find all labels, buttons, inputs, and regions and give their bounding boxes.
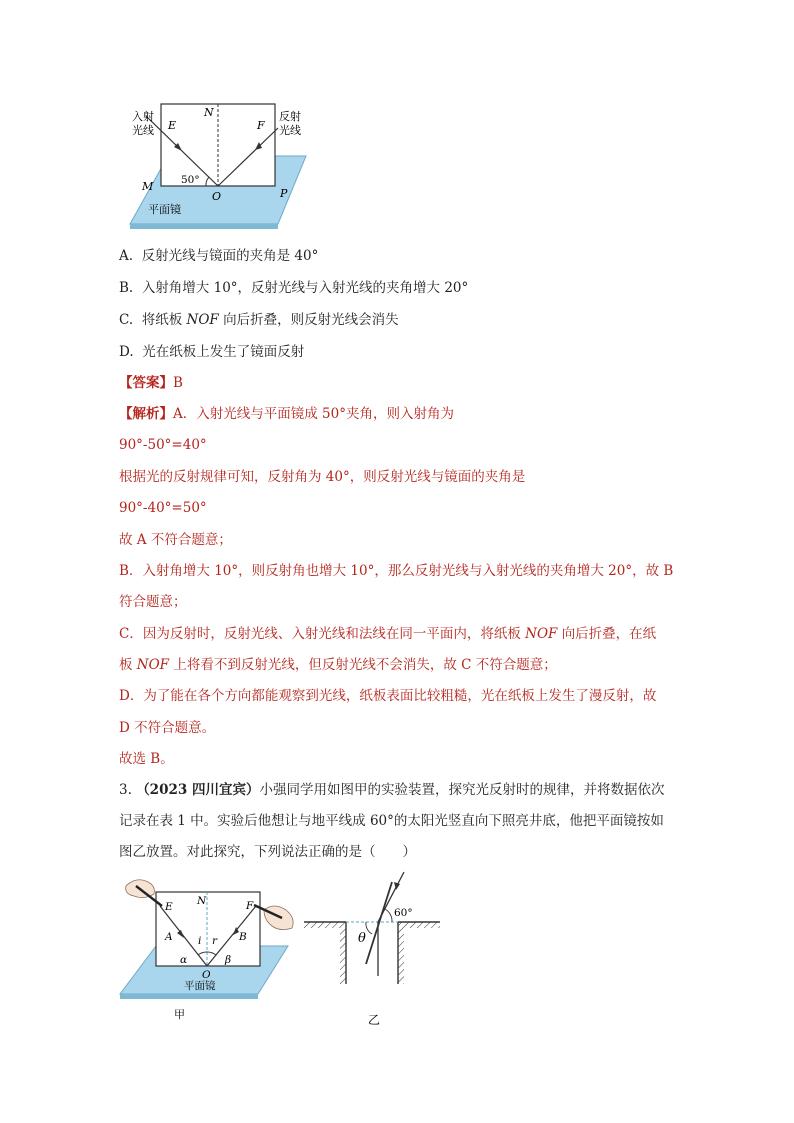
question3-line-2: 记录在表 1 中。实验后他想让与地平线成 60°的太阳光竖直向下照亮井底，他把平面镜按如: [119, 813, 664, 829]
analysis-label: 【解析】: [119, 406, 173, 422]
analysis-9-post: 上将看不到反射光线，但反射光线不会消失，故 C 不符合题意；: [173, 657, 557, 673]
analysis-line-3: 根据光的反射规律可知，反射角为 40°，则反射光线与镜面的夹角是: [119, 469, 526, 485]
option-c-nof: NOF: [186, 312, 219, 328]
question3-line-3: 图乙放置。对此探究，下列说法正确的是（ ）: [119, 844, 416, 860]
jia-caption: 甲: [174, 1008, 185, 1021]
analysis-line-6: B．入射角增大 10°，则反射角也增大 10°，那么反射光线与入射光线的夹角增大 20°，故 B: [119, 563, 674, 579]
figure-yi: [300, 868, 450, 1028]
jia-label-B: B: [239, 931, 247, 943]
ground-left-hatch: [304, 922, 346, 928]
analysis-9-nof: NOF: [136, 657, 170, 673]
yi-label-theta: θ: [358, 931, 366, 946]
question3-text-1: 小强同学用如图甲的实验装置，探究光反射时的规律，并将数据依次: [259, 782, 665, 798]
question3-source: （2023 四川宜宾）: [136, 782, 260, 798]
option-d-prefix: D.: [119, 344, 134, 360]
yi-label-60: 60°: [394, 907, 413, 919]
label-O: O: [212, 190, 222, 203]
answer-line: [119, 373, 183, 393]
yi-caption: 乙: [368, 1013, 381, 1027]
option-c-text-post: 向后折叠，则反射光线会消失: [223, 312, 399, 328]
answer-value: B: [173, 375, 183, 391]
option-b: [119, 278, 468, 298]
jia-label-N: N: [197, 895, 207, 907]
well-wall-left-hatch: [340, 928, 346, 984]
question3-number: 3.: [119, 782, 132, 798]
label-reflected-2: 光线: [279, 124, 301, 137]
analysis-8-pre: C．因为反射时，反射光线、入射光线和法线在同一平面内，将纸板: [119, 626, 521, 642]
jia-label-E: E: [165, 901, 173, 913]
option-c: [119, 310, 399, 330]
analysis-line-1: [119, 404, 454, 424]
jia-label-beta: β: [225, 954, 232, 966]
analysis-line-2: 90°-50°=40°: [119, 437, 207, 453]
plane-mirror-edge: [130, 224, 278, 229]
option-d-text: 光在纸板上发生了镜面反射: [142, 344, 305, 360]
jia-label-r: r: [212, 935, 218, 947]
option-a: [119, 246, 318, 266]
option-c-prefix: C.: [119, 312, 134, 328]
label-incident-2: 光线: [132, 124, 154, 137]
label-angle: 50°: [181, 174, 200, 186]
jia-label-O: O: [202, 969, 211, 981]
jia-label-alpha: α: [180, 954, 188, 966]
label-P: P: [280, 187, 288, 200]
analysis-8-post: 向后折叠，在纸: [561, 626, 657, 642]
label-reflected-1: 反射: [279, 110, 301, 123]
label-F: F: [257, 119, 265, 132]
question3-line-1: [119, 780, 664, 800]
label-M: M: [142, 180, 154, 193]
option-b-prefix: B.: [119, 280, 134, 296]
label-incident-1: 入射: [132, 110, 154, 123]
yi-arc-theta: [366, 922, 372, 934]
right-hand-icon: [264, 906, 293, 930]
answer-label: 【答案】: [119, 375, 173, 391]
analysis-8-nof: NOF: [525, 626, 558, 642]
option-b-text: 入射角增大 10°，反射光线与入射光线的夹角增大 20°: [141, 280, 469, 296]
analysis-line-7: 符合题意；: [119, 594, 187, 610]
jia-label-F: F: [246, 900, 254, 912]
option-d: [119, 342, 304, 362]
analysis-line-4: 90°-40°=50°: [119, 500, 207, 516]
jia-plane-mirror-edge: [120, 994, 258, 999]
jia-label-i: i: [198, 935, 202, 947]
well-wall-right-hatch: [398, 928, 404, 984]
analysis-line-12: 故选 B。: [119, 751, 174, 767]
jia-label-mirror: 平面镜: [184, 980, 216, 992]
yi-arc-60: [385, 909, 392, 922]
label-E: E: [168, 119, 177, 132]
option-c-text-pre: 将纸板: [141, 312, 183, 328]
label-mirror: 平面镜: [148, 203, 181, 216]
analysis-line-5: 故 A 不符合题意；: [119, 532, 232, 548]
analysis-line-11: D 不符合题意。: [119, 720, 216, 736]
analysis-line-10: D．为了能在各个方向都能观察到光线，纸板表面比较粗糙，光在纸板上发生了漫反射，故: [119, 688, 657, 704]
figure-reflection-setup: [128, 100, 318, 230]
analysis-line-9: [119, 655, 557, 675]
analysis-9-pre: 板: [119, 657, 133, 673]
option-a-prefix: A.: [119, 248, 134, 264]
label-N: N: [204, 106, 214, 119]
figure-jia: [118, 872, 298, 1022]
ground-right-hatch: [398, 922, 440, 928]
analysis-line-8: [119, 624, 656, 644]
jia-label-A: A: [165, 931, 173, 943]
analysis-text-1: A．入射光线与平面镜成 50°夹角，则入射角为: [173, 406, 454, 422]
mirror-yi: [366, 882, 392, 964]
option-a-text: 反射光线与镜面的夹角是 40°: [141, 248, 319, 264]
